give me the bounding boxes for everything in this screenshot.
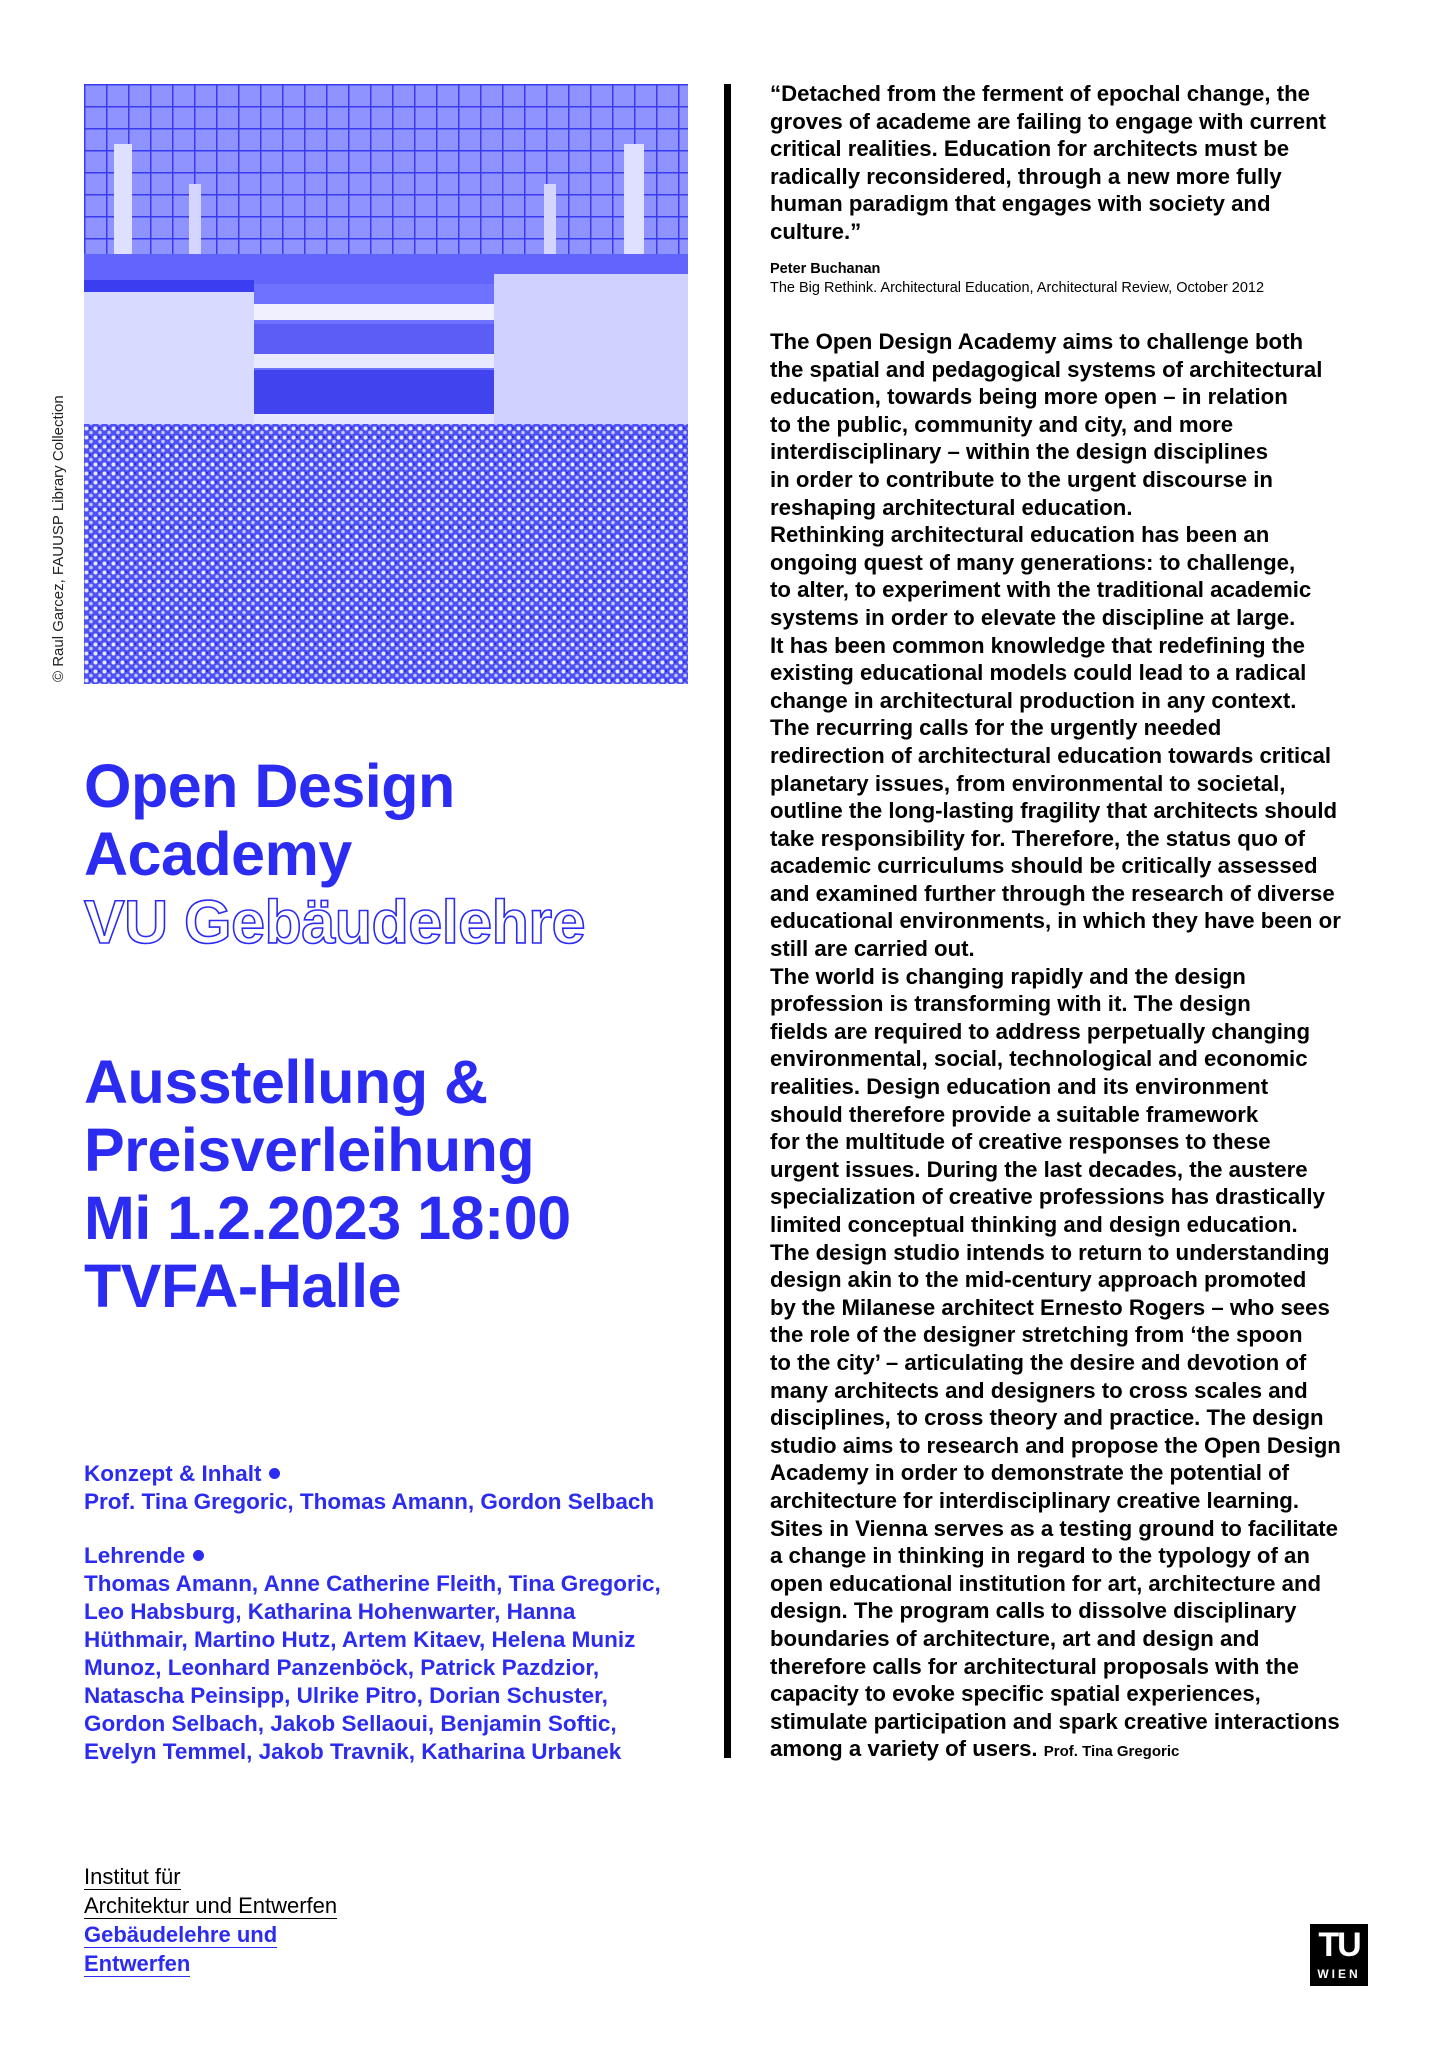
teachers-line: Leo Habsburg, Katharina Hohenwarter, Hanna [84,1599,576,1624]
quote-line: culture.” [770,218,862,244]
title-line-1: Open Design [84,752,455,820]
body-line: educational environments, in which they have been or [770,908,1341,934]
body-line: Sites in Vienna serves as a testing ground to facilitate [770,1515,1339,1541]
body-line: the role of the designer stretching from ‘the spoon [770,1322,1303,1348]
body-line: stimulate participation and spark creative interactions [770,1708,1340,1734]
body-line: to the public, community and city, and more [770,411,1234,437]
teachers-line: Munoz, Leonhard Panzenböck, Patrick Pazdzior, [84,1655,600,1680]
event-line-2: Preisverleihung [84,1116,535,1184]
body-line: profession is transforming with it. The design [770,991,1251,1017]
body-line: ongoing quest of many generations: to challenge, [770,549,1296,575]
body-line: to alter, to experiment with the traditional academic [770,577,1312,603]
teachers-line: Hüthmair, Martino Hutz, Artem Kitaev, Helena Muniz [84,1627,636,1652]
body-line: reshaping architectural education. [770,494,1133,520]
vertical-divider [724,84,731,1758]
quote-line: human paradigm that engages with society and [770,191,1271,216]
body-line: It has been common knowledge that redefining the [770,632,1306,658]
body-line: The world is changing rapidly and the design [770,963,1246,989]
body-line: urgent issues. During the last decades, the austere [770,1156,1308,1182]
quote-line: critical realities. Education for architects must be [770,136,1290,161]
body-line: environmental, social, technological and economic [770,1046,1308,1072]
body-line: studio aims to research and propose the Open Design [770,1432,1341,1458]
department-line-2[interactable]: Entwerfen [84,1951,191,1976]
body-signature: Prof. Tina Gregoric [1043,1743,1180,1761]
body-line: take responsibility for. Therefore, the status quo of [770,825,1306,851]
event-datetime: Mi 1.2.2023 18:00 [84,1184,571,1252]
quote-source: The Big Rethink. Architectural Education, Architectural Review, October 2012 [770,280,1265,296]
teachers-line: Thomas Amann, Anne Catherine Fleith, Tina Gregoric, [84,1571,661,1596]
quote-line: “Detached from the ferment of epochal change, the [770,81,1310,106]
quote-line: radically reconsidered, through a new more fully [770,163,1282,189]
body-line: should therefore provide a suitable framework [770,1101,1259,1127]
bullet-dot-icon [193,1550,204,1561]
body-line: outline the long-lasting fragility that architects should [770,798,1338,824]
atrium-crowd-photo [84,84,688,684]
body-line: planetary issues, from environmental to societal, [770,770,1286,796]
concept-heading-row [84,1460,704,1488]
body-line: among a variety of users. Prof. Tina Gregoric [770,1736,1180,1762]
quote-line: groves of academe are failing to engage with current [770,108,1327,134]
body-line: architecture for interdisciplinary creative learning. [770,1487,1299,1513]
photo-credit: © Raul Garcez, FAUUSP Library Collection [50,395,67,682]
body-line: capacity to evoke specific spatial experiences, [770,1681,1261,1707]
body-line: therefore calls for architectural proposals with the [770,1653,1299,1679]
quote-attribution [770,260,1390,298]
photo-illustration [84,84,688,684]
body-line: academic curriculums should be critically assessed [770,853,1318,879]
teachers-heading-row [84,1542,704,1570]
body-line: design. The program calls to dissolve disciplinary [770,1598,1297,1624]
teachers-heading: Lehrende [84,1543,186,1568]
body-line: realities. Design education and its environment [770,1074,1269,1100]
body-line: redirection of architectural education towards critical [770,742,1331,768]
institute-block [84,1862,337,1978]
body-line: by the Milanese architect Ernesto Rogers – who sees [770,1294,1330,1320]
body-line: specialization of creative professions has drastically [770,1184,1325,1210]
subtitle-outline: VU Gebäudelehre [84,888,585,956]
body-line: design akin to the mid-century approach promoted [770,1267,1307,1293]
credits-block [84,1460,704,1766]
body-line: Rethinking architectural education has been an [770,522,1270,548]
body-line: boundaries of architecture, art and design and [770,1625,1260,1651]
title-block [84,752,684,956]
concept-heading: Konzept & Inhalt [84,1461,262,1486]
body-line: systems in order to elevate the discipline at large. [770,604,1296,630]
bullet-dot-icon [269,1468,280,1479]
body-line: The Open Design Academy aims to challenge both [770,329,1304,354]
body-line: still are carried out. [770,936,975,962]
institute-line-2[interactable]: Architektur und Entwerfen [84,1893,338,1918]
teachers-line: Gordon Selbach, Jakob Sellaoui, Benjamin Softic, [84,1711,617,1736]
teachers-line: Natascha Peinsipp, Ulrike Pitro, Dorian Schuster, [84,1683,608,1708]
quote-author: Peter Buchanan [770,261,881,277]
body-line: existing educational models could lead to a radical [770,660,1307,686]
body-line: limited conceptual thinking and design education. [770,1212,1298,1237]
body-line: fields are required to address perpetually changing [770,1018,1311,1044]
body-line: to the city’ – articulating the desire and devotion of [770,1349,1307,1375]
body-line: The design studio intends to return to understanding [770,1239,1330,1265]
concept-names: Prof. Tina Gregoric, Thomas Amann, Gordon Selbach [84,1489,655,1514]
title-line-2: Academy [84,820,352,888]
event-line-1: Ausstellung & [84,1048,488,1116]
body-line: Academy in order to demonstrate the potential of [770,1460,1290,1486]
logo-tu: TU [1318,1926,1360,1964]
teachers-line: Evelyn Temmel, Jakob Travnik, Katharina Urbanek [84,1739,622,1764]
logo-wien: WIEN [1317,1967,1361,1981]
body-line: for the multitude of creative responses to these [770,1129,1271,1155]
body-line: in order to contribute to the urgent discourse in [770,466,1273,492]
body-line: change in architectural production in any context. [770,687,1297,713]
body-text [770,328,1390,1766]
event-venue: TVFA-Halle [84,1252,402,1320]
body-line: a change in thinking in regard to the typology of an [770,1543,1310,1569]
body-line: education, towards being more open – in relation [770,384,1288,410]
body-line: disciplines, to cross theory and practice. The design [770,1405,1324,1431]
body-line: the spatial and pedagogical systems of architectural [770,356,1323,382]
body-line: open educational institution for art, architecture and [770,1570,1322,1596]
department-line-1[interactable]: Gebäudelehre und [84,1922,278,1947]
body-line: interdisciplinary – within the design disciplines [770,439,1269,465]
institute-line-1[interactable]: Institut für [84,1864,181,1889]
quote-block [770,80,1390,245]
body-line: and examined further through the research of diverse [770,880,1335,906]
body-line: The recurring calls for the urgently needed [770,715,1222,741]
event-block [84,1048,684,1320]
body-line: many architects and designers to cross scales and [770,1377,1308,1403]
tu-wien-logo [1310,1924,1368,1986]
